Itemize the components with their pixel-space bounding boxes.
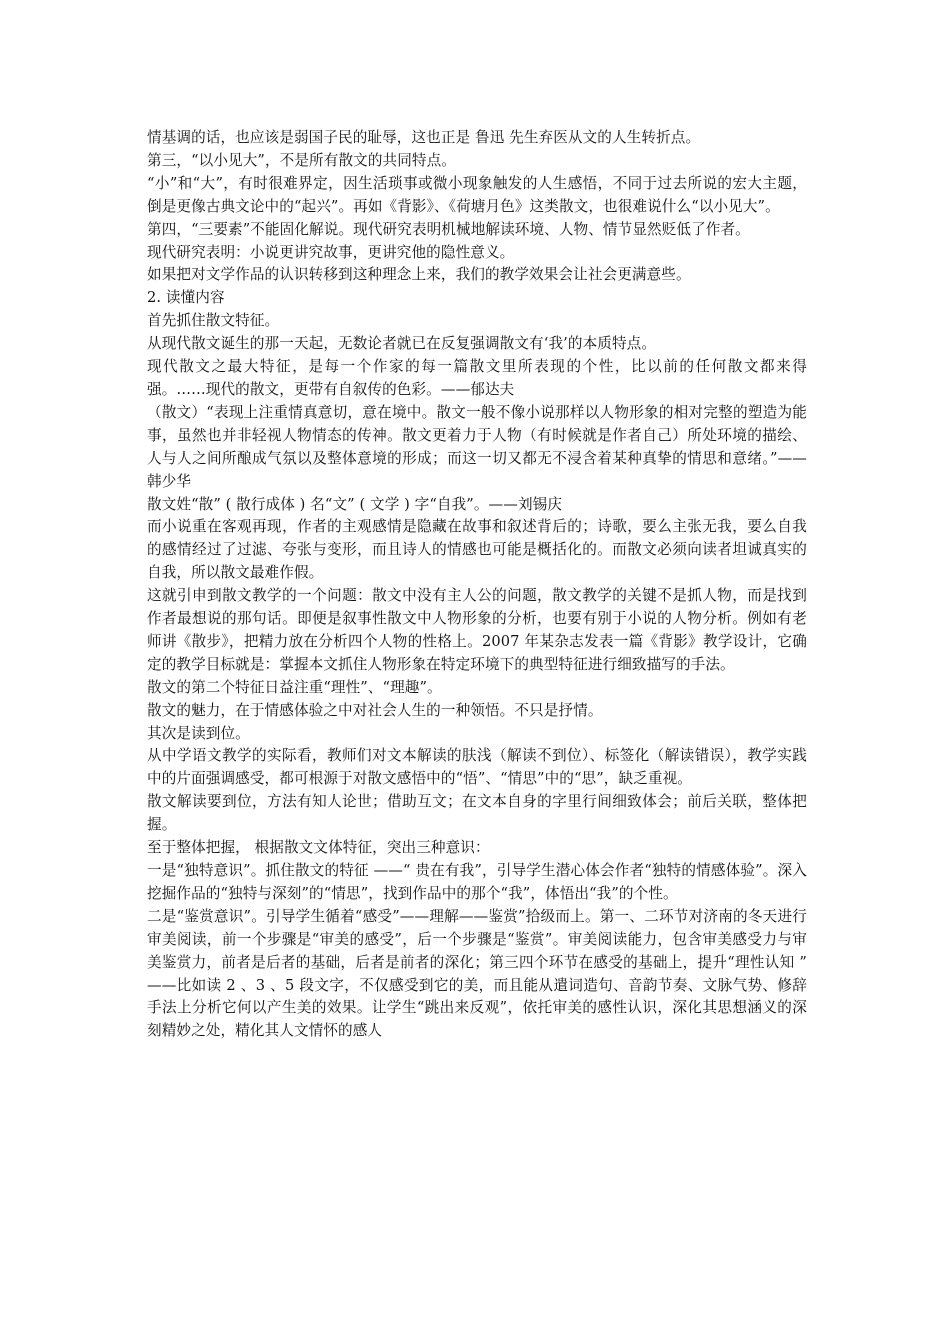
quote-liuxiqing: 散文姓“散” ( 散行成体 ) 名“文” ( 文学 ) 字“自我”。——刘锡庆 [147, 495, 563, 513]
paragraph: 现代研究表明：小说更讲究故事，更讲究他的隐性意义。 [147, 243, 515, 261]
paragraph: 至于整体把握， 根据散文文体特征，突出三种意识： [147, 839, 490, 857]
paragraph: “小”和“大”，有时很难界定，因生活琐事或微小现象触发的人生感悟，不同于过去所说的宏大主题，倒是更像古典文论中的“起兴”。再如《背影》、《荷塘月色》这类散文，也很难说什么“以小见大”。 [147, 174, 807, 215]
paragraph: 如果把对文学作品的认识转移到这种理念上来，我们的教学效果会让社会更满意些。 [147, 266, 691, 284]
paragraph: 首先抓住散文特征。 [147, 312, 280, 330]
section-heading: 2. 读懂内容 [147, 289, 225, 307]
quote-hanshaohua: （散文）“表现上注重情真意切，意在境中。散文一般不像小说那样以人物形象的相对完整的塑造为能事，虽然也并非轻视人物情态的传神。散文更着力于人物（有时候就是作者自己）所处环境的描绘、人与人之间所酿成气氛以及整体意境的形成；而这一切又都无不浸含着某种真挚的情思和意绪。”——韩少华 [147, 403, 807, 490]
paragraph: 从现代散文诞生的那一天起，无数论者就已在反复强调散文有‘我’的本质特点。 [147, 335, 657, 353]
paragraph: 散文解读要到位，方法有知人论世；借助互文；在文本自身的字里行间细致体会；前后关联，整体把握。 [147, 793, 807, 834]
paragraph: 而小说重在客观再现，作者的主观感情是隐藏在故事和叙述背后的；诗歌，要么主张无我，要么自我的感情经过了过滤、夸张与变形，而且诗人的情感也可能是概括化的。而散文必须向读者坦诚真实的自我，所以散文最难作假。 [147, 518, 807, 582]
paragraph: 这就引申到散文教学的一个问题：散文中没有主人公的问题，散文教学的关键不是抓人物，而是找到作者最想说的那句话。即便是叙事性散文中人物形象的分析，也要有别于小说的人物分析。例如有老师讲《散步》，把精力放在分析四个人物的性格上。2007 年某杂志发表一篇《背影》教学设计，它确定的教学目标就是：掌握本文抓住人物形象在特定环境下的典型特征进行细致描写的手法。 [147, 587, 807, 673]
document-body [147, 127, 807, 1043]
paragraph: 一是“独特意识”。抓住散文的特征 ——“ 贵在有我”，引导学生潜心体会作者“独特的情感体验”。深入挖掘作品的“独特与深刻”的“情思”，找到作品中的那个“我”，体悟出“我”的个性。 [147, 862, 807, 902]
paragraph: 散文的第二个特征日益注重“理性”、“理趣”。 [147, 678, 442, 696]
quote-yudafu: 现代散文之最大特征，是每一个作家的每一篇散文里所表现的个性，比以前的任何散文都来得强。……现代的散文，更带有自叙传的色彩。——郁达夫 [147, 358, 807, 398]
paragraph: 第三，“以小见大”，不是所有散文的共同特点。 [147, 151, 456, 169]
paragraph: 散文的魅力，在于情感体验之中对社会人生的一种领悟。不只是抒情。 [147, 701, 603, 719]
paragraph: 情基调的话，也应该是弱国子民的耻辱，这也正是 鲁迅 先生弃医从文的人生转折点。 [147, 129, 701, 146]
paragraph: 二是“鉴赏意识”。引导学生循着“感受”——理解——鉴赏”拾级而上。第一、二环节对济南的冬天进行审美阅读，前一个步骤是“审美的感受”，后一个步骤是“鉴赏”。审美阅读能力，包含审美感受力与审美鉴赏力，前者是后者的基础，后者是前者的深化；第三四个环节在感受的基础上，提升“理性认知 ” ——比如读 2 、3 、5 段文字，不仅感受到它的美，而且能从遣词造句、音韵节奏、文脉气势、修辞手法上分析它何以产生美的效果。让学生“跳出来反观”，依托审美的感性认识，深化其思想涵义的深刻精妙之处，精化其人文情怀的感人 [147, 907, 807, 1040]
paragraph: 从中学语文教学的实际看，教师们对文本解读的肤浅（解读不到位）、标签化（解读错误），教学实践中的片面强调感受，都可根源于对散文感悟中的“悟”、“情思”中的“思”，缺乏重视。 [147, 747, 807, 788]
paragraph: 第四，“三要素”不能固化解说。现代研究表明机械地解读环境、人物、情节显然贬低了作者。 [147, 220, 750, 238]
paragraph: 其次是读到位。 [147, 724, 250, 742]
